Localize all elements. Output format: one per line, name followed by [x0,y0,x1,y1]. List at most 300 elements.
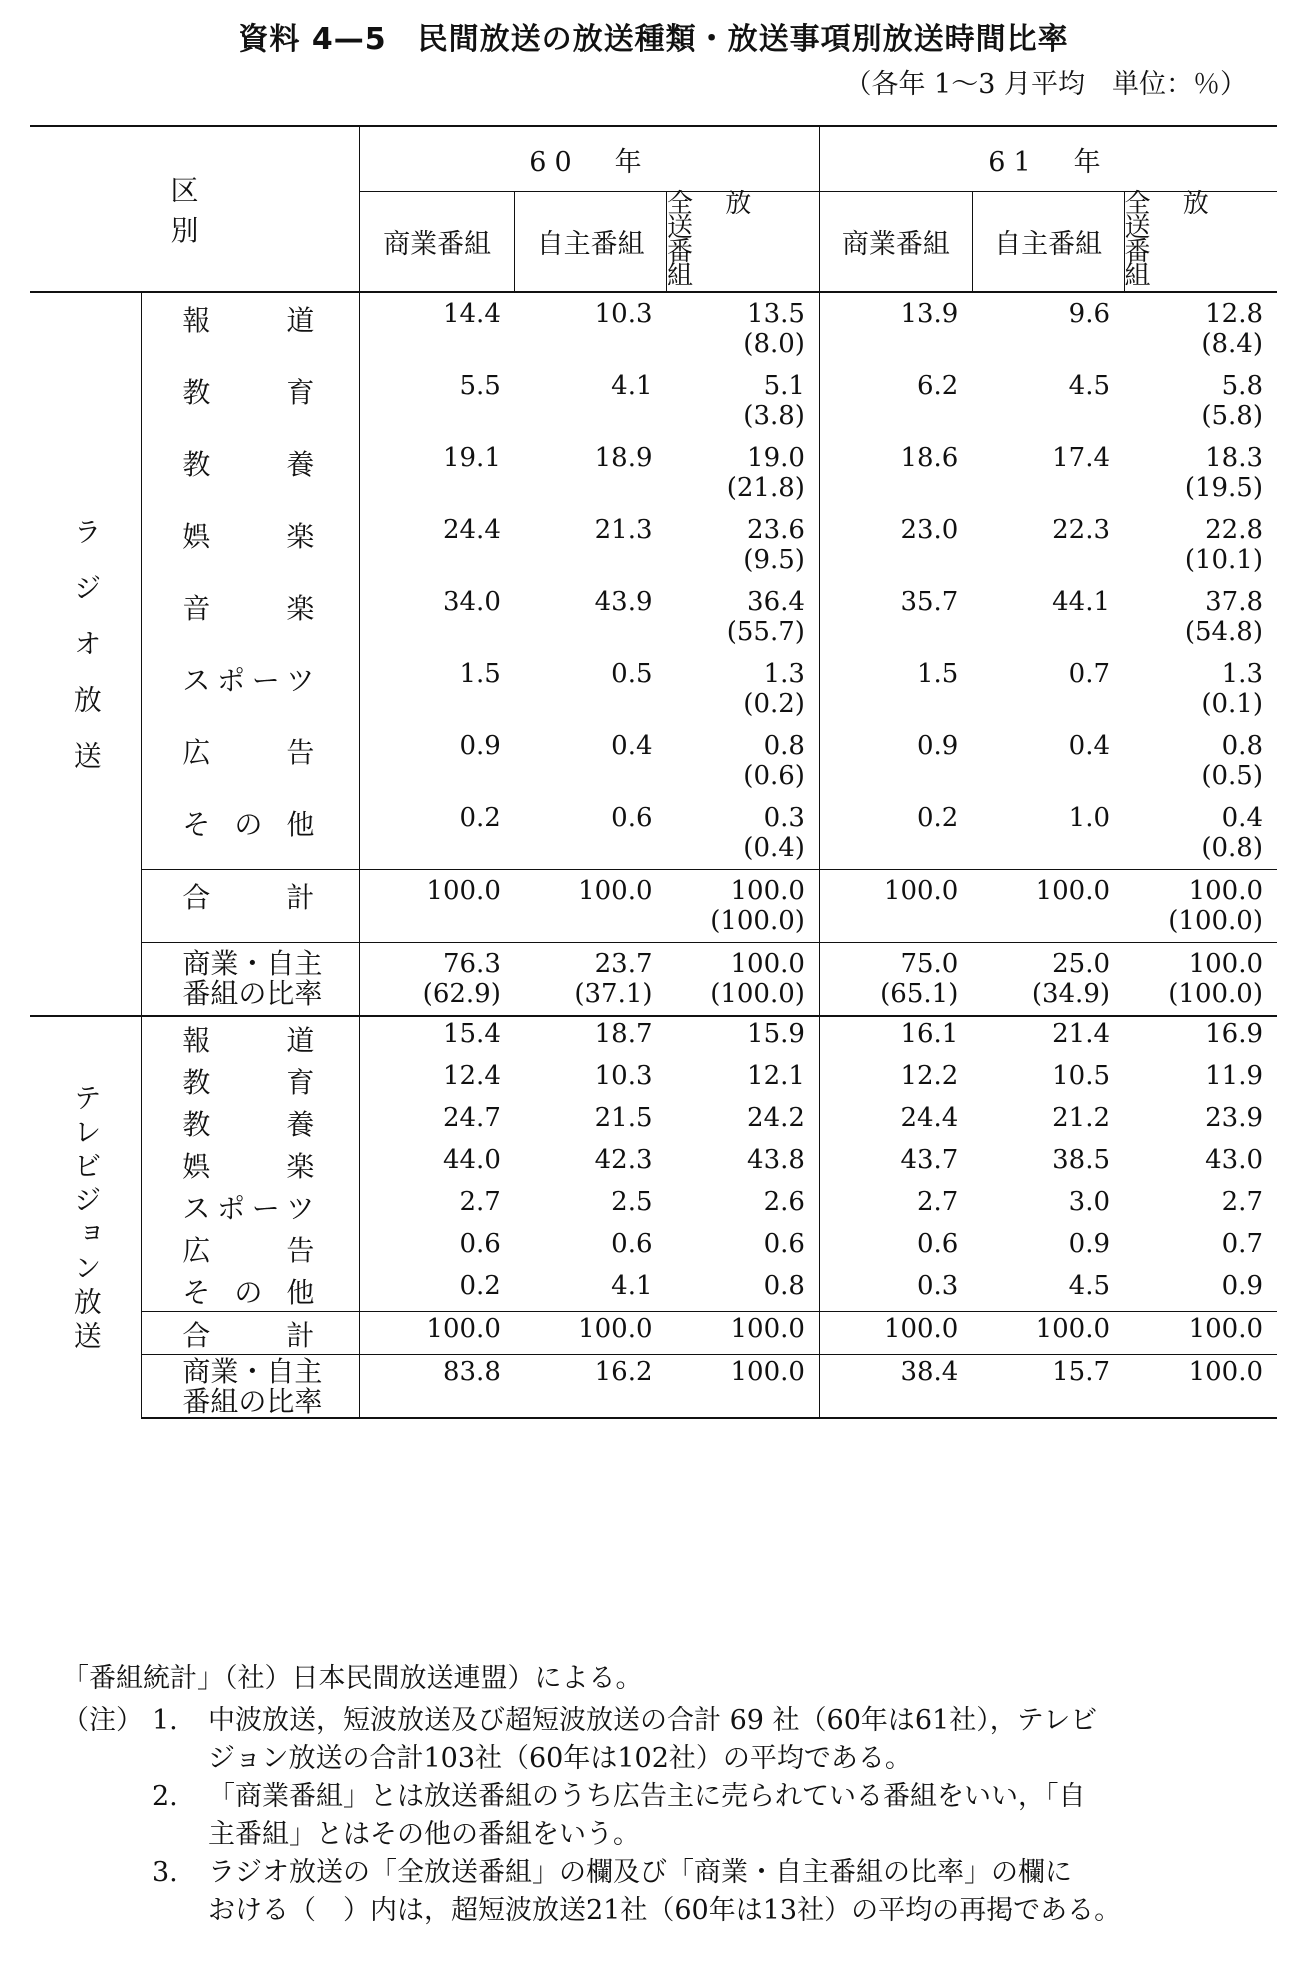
row-label: 商業・自主 番組の比率 [142,943,360,1017]
table-cell [972,1269,1124,1312]
table-cell [819,437,972,509]
cell-sub-value: (100.0) [710,906,805,936]
table-cell [667,1355,820,1419]
cell-value: 4.5 [1068,371,1111,401]
table-cell [819,725,972,797]
header-year-61: 61 年 [819,126,1277,192]
table-cell [819,292,972,365]
table-cell [1124,437,1277,509]
table-cell [667,1312,820,1355]
table-row [30,581,1277,653]
cell-value: 0.8 [763,731,805,761]
header-all-60: 全 放 送 番 組 [667,189,820,291]
cell-value: 100.0 [1188,876,1263,906]
table-cell [972,797,1124,870]
cell-sub-value: (0.5) [1201,761,1263,791]
cell-value: 2.5 [611,1187,653,1217]
row-label: ス ポ ー ツ [142,1185,360,1227]
cell-value: 23.9 [1205,1103,1263,1133]
cell-value: 11.9 [1205,1061,1263,1091]
table-cell [667,292,820,365]
cell-value: 18.6 [900,443,959,473]
cell-value: 100.0 [1188,949,1263,979]
row-label: そ の 他 [142,797,360,870]
row-label: 商業・自主 番組の比率 [142,1355,360,1419]
cell-value: 100.0 [730,1357,805,1387]
cell-value: 4.1 [611,371,653,401]
cell-value: 15.4 [442,1019,501,1049]
table-cell [667,1269,820,1312]
tv-ratio-row [30,1355,1277,1419]
cell-value: 43.8 [747,1145,805,1175]
cell-value: 0.6 [611,803,653,833]
cell-value: 15.9 [747,1019,805,1049]
table-cell [819,1059,972,1101]
cell-value: 15.7 [1052,1357,1111,1387]
table-cell [515,1143,667,1185]
table-row [30,1143,1277,1185]
cell-sub-value: (100.0) [710,979,805,1009]
table-cell [972,1355,1124,1419]
table-cell [515,1016,667,1059]
cell-sub-value: (19.5) [1184,473,1263,503]
note-item-cont [62,1892,1277,1930]
table-cell [819,1227,972,1269]
cell-value: 19.0 [747,443,805,473]
cell-value: 0.2 [459,1271,501,1301]
table-cell [667,943,820,1017]
cell-value: 100.0 [1188,1314,1263,1344]
cell-value: 1.3 [763,659,805,689]
table-cell [359,1269,514,1312]
table-cell [359,509,514,581]
row-label: ス ポ ー ツ [142,653,360,725]
cell-value: 100.0 [426,876,501,906]
note-text: ジョン放送の合計103社（60年は102社）の平均である。 [208,1743,912,1774]
cell-value: 23.7 [594,949,653,979]
table-cell [515,509,667,581]
table-cell [667,653,820,725]
note-text: 中波放送，短波放送及び超短波放送の合計 69 社（60年は61社），テレビ [208,1705,1098,1736]
row-label: 音 楽 [142,581,360,653]
table-cell [972,943,1124,1017]
cell-value: 0.9 [459,731,501,761]
table-cell [359,1312,514,1355]
cell-value: 37.8 [1205,587,1263,617]
cell-value: 0.7 [1068,659,1111,689]
table-cell [667,1016,820,1059]
cell-sub-value: (3.8) [743,401,805,431]
cell-value: 43.9 [594,587,653,617]
table-cell [972,292,1124,365]
row-label: 教 育 [142,365,360,437]
note-item [62,1854,1277,1892]
table-cell [359,292,514,365]
note-item-cont [62,1740,1277,1778]
table-cell [1124,1269,1277,1312]
cell-sub-value: (0.8) [1201,833,1263,863]
cell-value: 2.7 [916,1187,959,1217]
table-row [30,725,1277,797]
radio-ratio-row [30,943,1277,1017]
cell-value: 18.3 [1205,443,1263,473]
table-cell [359,1143,514,1185]
table-cell [515,653,667,725]
table-cell [819,870,972,943]
cell-value: 42.3 [594,1145,653,1175]
header-commercial-60: 商業番組 [359,192,514,293]
cell-value: 0.6 [916,1229,959,1259]
cell-value: 12.2 [900,1061,959,1091]
note-number: 1. [152,1705,178,1736]
table-cell [515,1227,667,1269]
table-cell [819,653,972,725]
row-label: そ の 他 [142,1269,360,1312]
note-item [62,1778,1277,1816]
table-row [30,1059,1277,1101]
note-head: （注） [62,1705,143,1736]
cell-value: 100.0 [578,1314,653,1344]
row-label: 合 計 [142,1312,360,1355]
note-head [62,1854,152,1892]
note-item [62,1702,1277,1740]
cell-value: 4.5 [1068,1271,1111,1301]
cell-sub-value: (100.0) [1168,979,1263,1009]
unit-note: （各年 1〜3 月平均 単位：％） [844,69,1247,100]
cell-value: 23.0 [900,515,959,545]
table-cell [972,509,1124,581]
table-cell [819,509,972,581]
table-row [30,653,1277,725]
cell-value: 43.7 [900,1145,959,1175]
cell-sub-value: (0.6) [743,761,805,791]
cell-value: 75.0 [900,949,959,979]
cell-value: 1.5 [459,659,501,689]
cell-value: 10.3 [594,1061,653,1091]
cell-value: 21.4 [1052,1019,1111,1049]
cell-value: 13.5 [747,299,805,329]
cell-sub-value: (10.1) [1184,545,1263,575]
table-cell [515,870,667,943]
cell-value: 21.5 [594,1103,653,1133]
cell-value: 0.4 [1068,731,1111,761]
table-cell [667,1059,820,1101]
cell-sub-value: (0.4) [743,833,805,863]
row-label: 報 道 [142,1016,360,1059]
cell-value: 100.0 [730,949,805,979]
note-text: ラジオ放送の「全放送番組」の欄及び「商業・自主番組の比率」の欄に [208,1857,1072,1888]
table-cell [667,1143,820,1185]
header-commercial-61: 商業番組 [819,192,972,293]
cell-value: 100.0 [578,876,653,906]
cell-sub-value: (65.1) [880,979,959,1009]
table-cell [972,1185,1124,1227]
table-cell [1124,1101,1277,1143]
table-cell [972,870,1124,943]
cell-value: 2.7 [1221,1187,1263,1217]
table-cell [1124,725,1277,797]
cell-sub-value: (54.8) [1184,617,1263,647]
cell-value: 16.2 [594,1357,653,1387]
table-cell [359,653,514,725]
note-head [62,1778,152,1816]
cell-sub-value: (5.8) [1201,401,1263,431]
table-cell [359,1185,514,1227]
cell-value: 0.9 [916,731,959,761]
table-cell [1124,365,1277,437]
table-cell [1124,1059,1277,1101]
cell-value: 24.7 [442,1103,501,1133]
cell-value: 100.0 [883,1314,959,1344]
table-row [30,1269,1277,1312]
table-cell [1124,1016,1277,1059]
table-cell [515,365,667,437]
cell-value: 100.0 [1035,876,1111,906]
cell-value: 35.7 [900,587,959,617]
header-own-60: 自主番組 [515,192,667,293]
data-table [30,125,1277,1419]
table-row [30,797,1277,870]
cell-value: 83.8 [442,1357,501,1387]
table-cell [515,1101,667,1143]
note-text: 「商業番組」とは放送番組のうち広告主に売られている番組をいい，「自 [208,1781,1086,1812]
table-cell [1124,581,1277,653]
table-row [30,509,1277,581]
cell-value: 0.2 [916,803,959,833]
table-cell [1124,870,1277,943]
table-cell [819,1355,972,1419]
table-cell [819,943,972,1017]
table-cell [819,581,972,653]
cell-value: 18.9 [594,443,653,473]
cell-value: 21.3 [594,515,653,545]
table-cell [359,1016,514,1059]
table-cell [819,1312,972,1355]
table-cell [359,1059,514,1101]
cell-value: 38.4 [900,1357,959,1387]
cell-value: 24.4 [900,1103,959,1133]
table-cell [1124,292,1277,365]
table-cell [359,870,514,943]
table-cell [667,1101,820,1143]
cell-sub-value: (34.9) [1031,979,1111,1009]
radio-group-label: ラジオ放送 [69,517,103,797]
cell-value: 18.7 [594,1019,653,1049]
table-cell [972,653,1124,725]
table-cell [515,1269,667,1312]
cell-sub-value: (100.0) [1168,906,1263,936]
table-row [30,1016,1277,1059]
cell-value: 1.0 [1068,803,1111,833]
table-cell [1124,509,1277,581]
table-cell [819,1185,972,1227]
note-text: おける（ ）内は，超短波放送21社（60年は13社）の平均の再掲である。 [208,1895,1122,1926]
cell-value: 12.8 [1205,299,1263,329]
cell-value: 3.0 [1068,1187,1111,1217]
source-note: 「番組統計」（社）日本民間放送連盟）による。 [62,1663,643,1694]
cell-value: 12.1 [747,1061,805,1091]
table-cell [667,437,820,509]
header-kubetsu: 区 別 [30,126,359,292]
notes [62,1660,1277,1930]
table-cell [1124,1312,1277,1355]
cell-value: 100.0 [1188,1357,1263,1387]
cell-value: 10.5 [1052,1061,1111,1091]
row-label: 広 告 [142,725,360,797]
row-label: 教 養 [142,437,360,509]
row-label: 娯 楽 [142,509,360,581]
cell-sub-value: (9.5) [743,545,805,575]
table-row [30,1101,1277,1143]
table-cell [359,1227,514,1269]
table-cell [667,581,820,653]
cell-value: 44.1 [1052,587,1111,617]
table-row [30,437,1277,509]
cell-sub-value: (0.2) [743,689,805,719]
table-cell [515,1312,667,1355]
table-cell [667,365,820,437]
table-cell [972,581,1124,653]
cell-value: 5.1 [763,371,805,401]
cell-value: 0.6 [459,1229,501,1259]
cell-value: 0.4 [611,731,653,761]
cell-value: 16.1 [900,1019,959,1049]
table-cell [972,1227,1124,1269]
cell-value: 0.6 [611,1229,653,1259]
cell-sub-value: (21.8) [726,473,805,503]
table-cell [667,797,820,870]
cell-value: 5.8 [1221,371,1263,401]
cell-value: 25.0 [1052,949,1111,979]
cell-value: 100.0 [730,1314,805,1344]
table-cell [359,797,514,870]
cell-sub-value: (62.9) [422,979,501,1009]
note-number: 3. [152,1857,178,1888]
table-cell [819,1269,972,1312]
row-label: 合 計 [142,870,360,943]
table-cell [667,725,820,797]
row-label: 教 養 [142,1101,360,1143]
cell-value: 10.3 [594,299,653,329]
table-cell [515,1355,667,1419]
cell-value: 14.4 [442,299,501,329]
note-number: 2. [152,1781,178,1812]
tv-group-label: テレビジョン放送 [30,1016,142,1418]
note-item-cont [62,1816,1277,1854]
table-cell [1124,797,1277,870]
table-cell [819,1016,972,1059]
table-cell [359,725,514,797]
table-cell [515,943,667,1017]
cell-value: 100.0 [730,876,805,906]
table-cell [1124,1227,1277,1269]
cell-value: 21.2 [1052,1103,1111,1133]
table-row [30,292,1277,365]
cell-value: 0.9 [1068,1229,1111,1259]
cell-value: 4.1 [611,1271,653,1301]
header-own-61: 自主番組 [972,192,1124,293]
table-cell [1124,653,1277,725]
cell-value: 22.3 [1052,515,1111,545]
row-label: 教 育 [142,1059,360,1101]
table-cell [667,1185,820,1227]
cell-value: 0.5 [611,659,653,689]
cell-value: 0.8 [1221,731,1263,761]
table-cell [1124,943,1277,1017]
cell-value: 100.0 [883,876,959,906]
table-cell [1124,1185,1277,1227]
table-cell [972,1143,1124,1185]
cell-value: 38.5 [1052,1145,1111,1175]
cell-value: 36.4 [747,587,805,617]
cell-value: 22.8 [1205,515,1263,545]
table-cell [359,1355,514,1419]
cell-value: 13.9 [900,299,959,329]
cell-value: 1.5 [916,659,959,689]
cell-value: 17.4 [1052,443,1111,473]
cell-value: 6.2 [916,371,959,401]
table-cell [515,292,667,365]
header-all-61: 全 放 送 番 組 [1124,189,1277,291]
cell-value: 2.7 [459,1187,501,1217]
row-label: 娯 楽 [142,1143,360,1185]
table-cell [819,1143,972,1185]
table-cell [972,1101,1124,1143]
cell-sub-value: (8.4) [1201,329,1263,359]
cell-value: 100.0 [1035,1314,1111,1344]
table-cell [972,437,1124,509]
table-cell [819,365,972,437]
cell-value: 0.6 [763,1229,805,1259]
table-cell [359,943,514,1017]
header-year-row [30,126,1277,192]
table-row [30,365,1277,437]
cell-value: 76.3 [442,949,501,979]
table-cell [515,1059,667,1101]
cell-value: 24.2 [747,1103,805,1133]
table-cell [359,581,514,653]
table-cell [972,1016,1124,1059]
cell-value: 24.4 [442,515,501,545]
table-cell [515,725,667,797]
table-cell [819,1101,972,1143]
row-label: 広 告 [142,1227,360,1269]
table-cell [972,1059,1124,1101]
cell-value: 34.0 [442,587,501,617]
cell-value: 0.9 [1221,1271,1263,1301]
cell-sub-value: (0.1) [1201,689,1263,719]
table-cell [359,365,514,437]
table-cell [515,1185,667,1227]
cell-value: 2.6 [763,1187,805,1217]
cell-value: 9.6 [1068,299,1111,329]
table-cell [819,797,972,870]
cell-sub-value: (37.1) [574,979,653,1009]
cell-value: 0.3 [763,803,805,833]
table-cell [515,581,667,653]
table-cell [972,365,1124,437]
document-title: 資料 4—5 民間放送の放送種類・放送事項別放送時間比率 [238,22,1069,57]
cell-value: 16.9 [1205,1019,1263,1049]
table-row [30,1227,1277,1269]
cell-value: 19.1 [442,443,501,473]
cell-value: 0.3 [916,1271,959,1301]
table-cell [359,437,514,509]
header-year-60: 60 年 [359,126,819,192]
cell-value: 23.6 [747,515,805,545]
table-cell [515,797,667,870]
table-cell [359,1101,514,1143]
